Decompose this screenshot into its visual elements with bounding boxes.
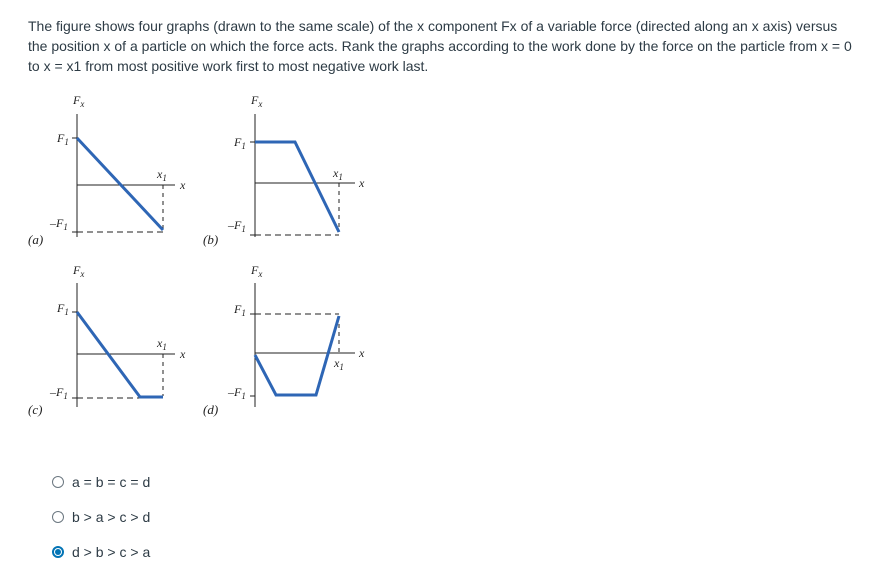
svg-text:x1: $x_1$ (333, 166, 343, 182)
svg-text:Fx: $F_x$ (73, 93, 85, 109)
graph-c-label: (c) (28, 402, 43, 417)
graph-a-label: (a) (28, 232, 44, 247)
answer-option-label: b > a > c > d (72, 509, 151, 525)
graph-a (28, 93, 186, 247)
svg-text:x: x (359, 176, 365, 190)
svg-text:–F1: $-F_1$ (228, 385, 246, 401)
answer-options (52, 472, 150, 577)
graph-b-label: (b) (203, 232, 219, 247)
answer-option-1[interactable] (52, 472, 150, 492)
graph-b (203, 93, 365, 247)
svg-text:x: x (359, 346, 365, 360)
answer-option-2[interactable] (52, 507, 150, 527)
svg-text:x: x (180, 347, 186, 361)
svg-text:Fx: $F_x$ (251, 263, 263, 279)
radio-button-selected[interactable] (52, 546, 64, 558)
graph-a-x-axis-label: x (180, 178, 186, 192)
graph-c (28, 263, 186, 417)
graph-b-curve (255, 142, 339, 232)
answer-option-label: a = b = c = d (72, 474, 151, 490)
graph-d-curve (255, 316, 339, 395)
svg-text:x1: $x_1$ (334, 356, 344, 372)
svg-text:x1: $x_1$ (157, 336, 167, 352)
question-text: The figure shows four graphs (drawn to the same scale) of the x component Fx of a variable force (directed along an x axis) versus the position x of a particle on which the force acts. Rank the graphs according to the work done by the force on the particle from x = 0 to x = x1 from most positive work first to most negative work last. (28, 18, 852, 74)
radio-button[interactable] (52, 476, 64, 488)
radio-button[interactable] (52, 511, 64, 523)
svg-text:x1: $x_1$ (157, 167, 167, 183)
svg-text:–F1: $-F_1$ (50, 216, 68, 232)
answer-option-label: d > b > c > a (72, 544, 151, 560)
answer-option-3[interactable] (52, 542, 150, 562)
graph-d-label: (d) (203, 402, 219, 417)
svg-text:F1: $F_1$ (57, 301, 69, 317)
svg-text:–F1: $-F_1$ (228, 218, 246, 234)
svg-text:–F1: $-F_1$ (50, 385, 68, 401)
svg-text:F1: $F_1$ (234, 302, 246, 318)
graph-d (203, 263, 365, 417)
graph-a-y-axis-label: F (73, 93, 81, 107)
svg-text:Fx: $F_x$ (73, 263, 85, 279)
svg-text:Fx: $F_x$ (251, 93, 263, 109)
graph-a-curve (77, 138, 163, 230)
svg-text:F1: $F_1$ (234, 135, 246, 151)
svg-text:F1: $F_1$ (57, 131, 69, 147)
